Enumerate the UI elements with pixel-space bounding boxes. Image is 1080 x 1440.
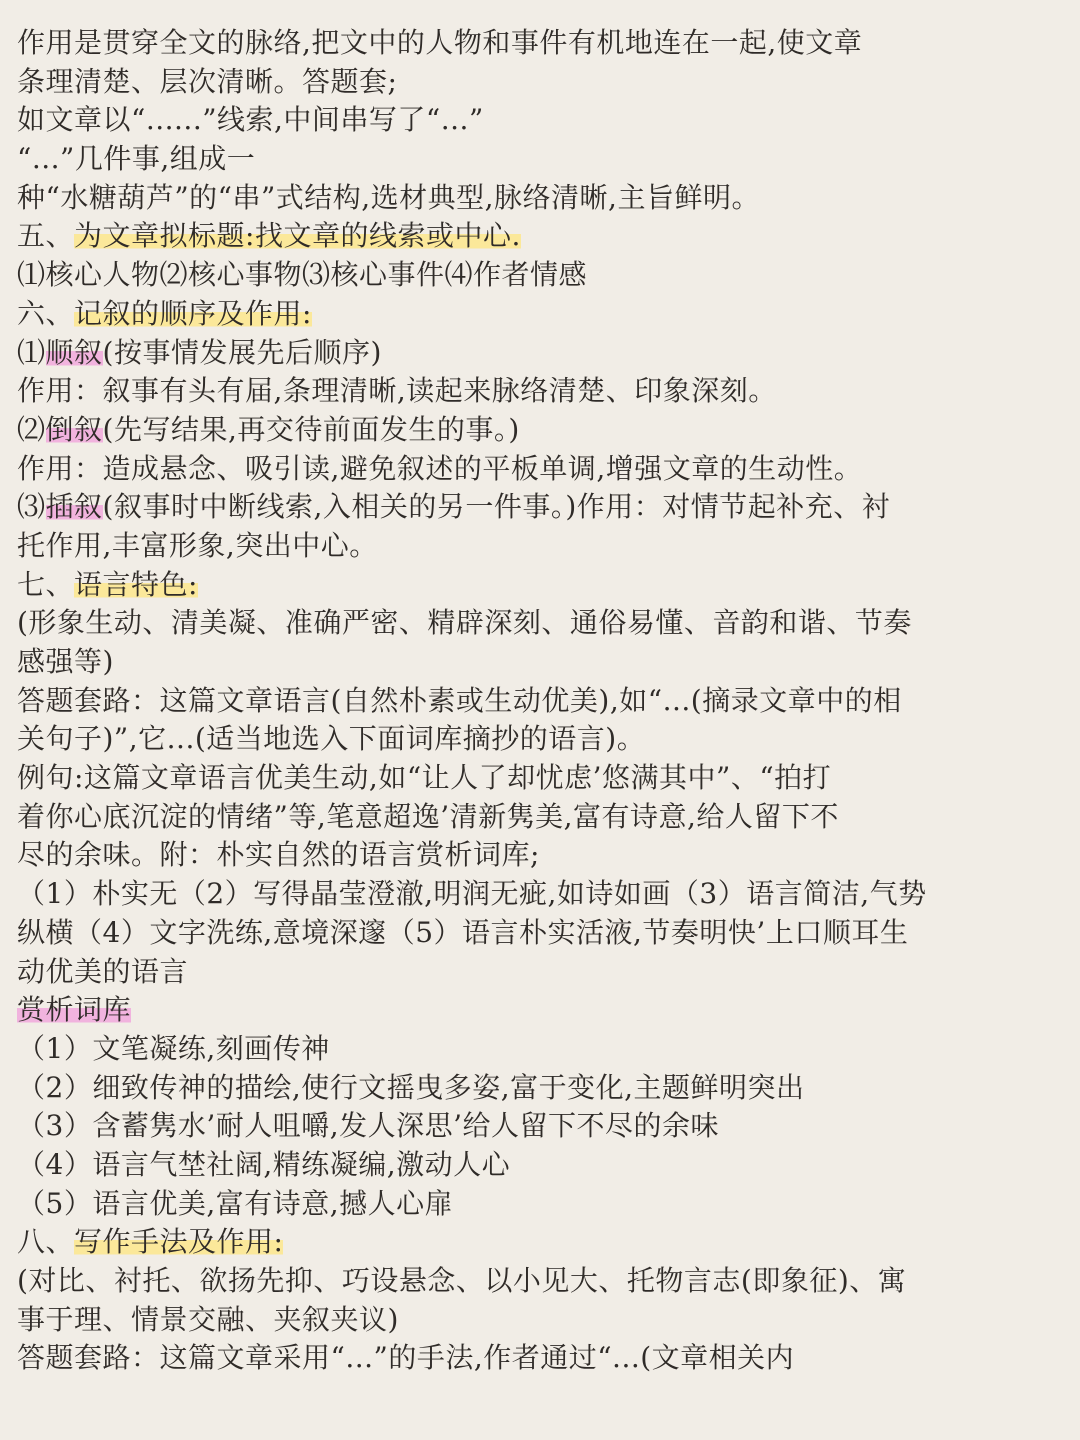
highlighted-term: 插叙 <box>45 490 103 524</box>
text-line <box>17 1030 1066 1069</box>
text-segment: (叙事时中断线索,入相关的另一件事。)作用：对情节起补充、衬 <box>102 490 891 524</box>
text-line <box>17 1301 1066 1340</box>
highlighted-heading: 为文章拟标题:找文章的线索或中心. <box>74 219 521 253</box>
text-segment: 六、 <box>17 296 75 330</box>
text-segment: 例句:这篇文章语言优美生动,如“让人了却忧虑’悠满其中”、“拍打 <box>17 761 832 795</box>
text-segment: ⑶ <box>17 490 46 524</box>
highlighted-heading: 记叙的顺序及作用: <box>74 296 312 330</box>
text-segment: 感强等) <box>17 645 114 678</box>
highlighted-heading: 写作手法及作用: <box>74 1225 284 1259</box>
text-line <box>17 604 1066 643</box>
text-segment: 纵横（4）文字洗练,意境深邃（5）语言朴实活液,节奏明快’上口顺耳生 <box>17 915 909 949</box>
text-line <box>17 1146 1066 1185</box>
text-segment: 答题套路：这篇文章语言(自然朴素或生动优美),如“...(摘录文章中的相 <box>17 683 902 717</box>
text-line <box>17 488 1066 527</box>
text-segment: 五、 <box>17 219 75 253</box>
text-line <box>17 1185 1066 1224</box>
text-line <box>17 179 1066 218</box>
text-line <box>17 991 1066 1030</box>
text-segment: 条理清楚、层次清晰。答题套; <box>17 64 398 98</box>
text-segment: (对比、衬托、欲扬先抑、巧设悬念、以小见大、托物言志(即象征)、寓 <box>17 1264 907 1297</box>
text-line <box>17 24 1066 63</box>
text-segment: （3）含蓄隽水’耐人咀嚼,发人深思’给人留下不尽的余味 <box>17 1109 720 1143</box>
text-segment: 托作用,丰富形象,突出中心。 <box>17 528 378 562</box>
highlighted-term: 倒叙 <box>45 412 103 446</box>
text-line <box>17 1107 1066 1146</box>
text-segment: 关句子)”,它...(适当地选入下面词库摘抄的语言)。 <box>17 722 646 756</box>
text-line <box>17 295 1066 334</box>
text-line <box>17 63 1066 102</box>
text-segment: 动优美的语言 <box>17 954 189 988</box>
text-line <box>17 914 1066 953</box>
text-segment: ⑴ <box>17 335 46 369</box>
text-segment: 着你心底沉淀的情绪”等,笔意超逸’清新隽美,富有诗意,给人留下不 <box>17 799 839 833</box>
text-segment: （4）语言气埜社阔,精练凝编,激动人心 <box>17 1147 511 1181</box>
text-line <box>17 566 1066 605</box>
text-segment: ⑴核心人物⑵核心事物⑶核心事件⑷作者情感 <box>17 258 588 292</box>
text-line <box>17 682 1066 721</box>
text-segment: 八、 <box>17 1225 75 1259</box>
text-line <box>17 256 1066 295</box>
text-segment: 作用是贯穿全文的脉络,把文中的人物和事件有机地连在一起,使文章 <box>17 26 863 59</box>
text-line <box>17 836 1066 875</box>
text-segment: 如文章以“......”线索,中间串写了“...” <box>17 103 484 137</box>
text-segment: 七、 <box>17 567 75 601</box>
text-line <box>17 798 1066 837</box>
text-segment: （1）文笔凝练,刻画传神 <box>17 1031 330 1065</box>
highlighted-term: 赏析词库 <box>17 993 132 1027</box>
text-line <box>17 450 1066 489</box>
text-line <box>17 372 1066 411</box>
text-line <box>17 334 1066 373</box>
text-line <box>17 527 1066 566</box>
text-segment: 尽的余味。附：朴实自然的语言赏析词库; <box>17 838 540 872</box>
text-line <box>17 643 1066 682</box>
text-segment: (按事情发展先后顺序) <box>102 335 382 369</box>
text-segment: (先写结果,再交待前面发生的事。) <box>102 412 520 446</box>
text-segment: 作用：叙事有头有届,条理清晰,读起来脉络清楚、印象深刻。 <box>17 374 777 408</box>
text-line <box>17 1339 1066 1378</box>
text-line <box>17 1069 1066 1108</box>
text-line <box>17 411 1066 450</box>
text-segment: 答题套路：这篇文章采用“...”的手法,作者通过“...(文章相关内 <box>17 1341 795 1375</box>
text-segment: 作用：造成悬念、吸引读,避免叙述的平板单调,增强文章的生动性。 <box>17 451 863 485</box>
text-segment: （5）语言优美,富有诗意,撼人心扉 <box>17 1186 454 1220</box>
text-line <box>17 1262 1066 1301</box>
text-segment: (形象生动、清美凝、准确严密、精辟深刻、通俗易懂、音韵和谐、节奏 <box>17 606 912 640</box>
text-line <box>17 759 1066 798</box>
text-line <box>17 101 1066 140</box>
text-segment: 种“水糖葫芦”的“串”式结构,选材典型,脉络清晰,主旨鲜明。 <box>17 180 760 214</box>
text-segment: ⑵ <box>17 412 46 446</box>
text-segment: （1）朴实无（2）写得晶莹澄澈,明润无疵,如诗如画（3）语言简洁,气势 <box>17 877 927 911</box>
text-line <box>17 720 1066 759</box>
text-line <box>17 875 1066 914</box>
text-line <box>17 953 1066 992</box>
text-segment: （2）细致传神的描绘,使行文摇曳多姿,富于变化,主题鲜明突出 <box>17 1070 805 1104</box>
text-line <box>17 140 1066 179</box>
text-line <box>17 1223 1066 1262</box>
text-segment: “...”几件事,组成一 <box>17 142 256 176</box>
highlighted-heading: 语言特色: <box>74 567 198 601</box>
text-segment: 事于理、情景交融、夹叙夹议) <box>17 1302 399 1336</box>
highlighted-term: 顺叙 <box>45 335 103 369</box>
text-line <box>17 217 1066 256</box>
